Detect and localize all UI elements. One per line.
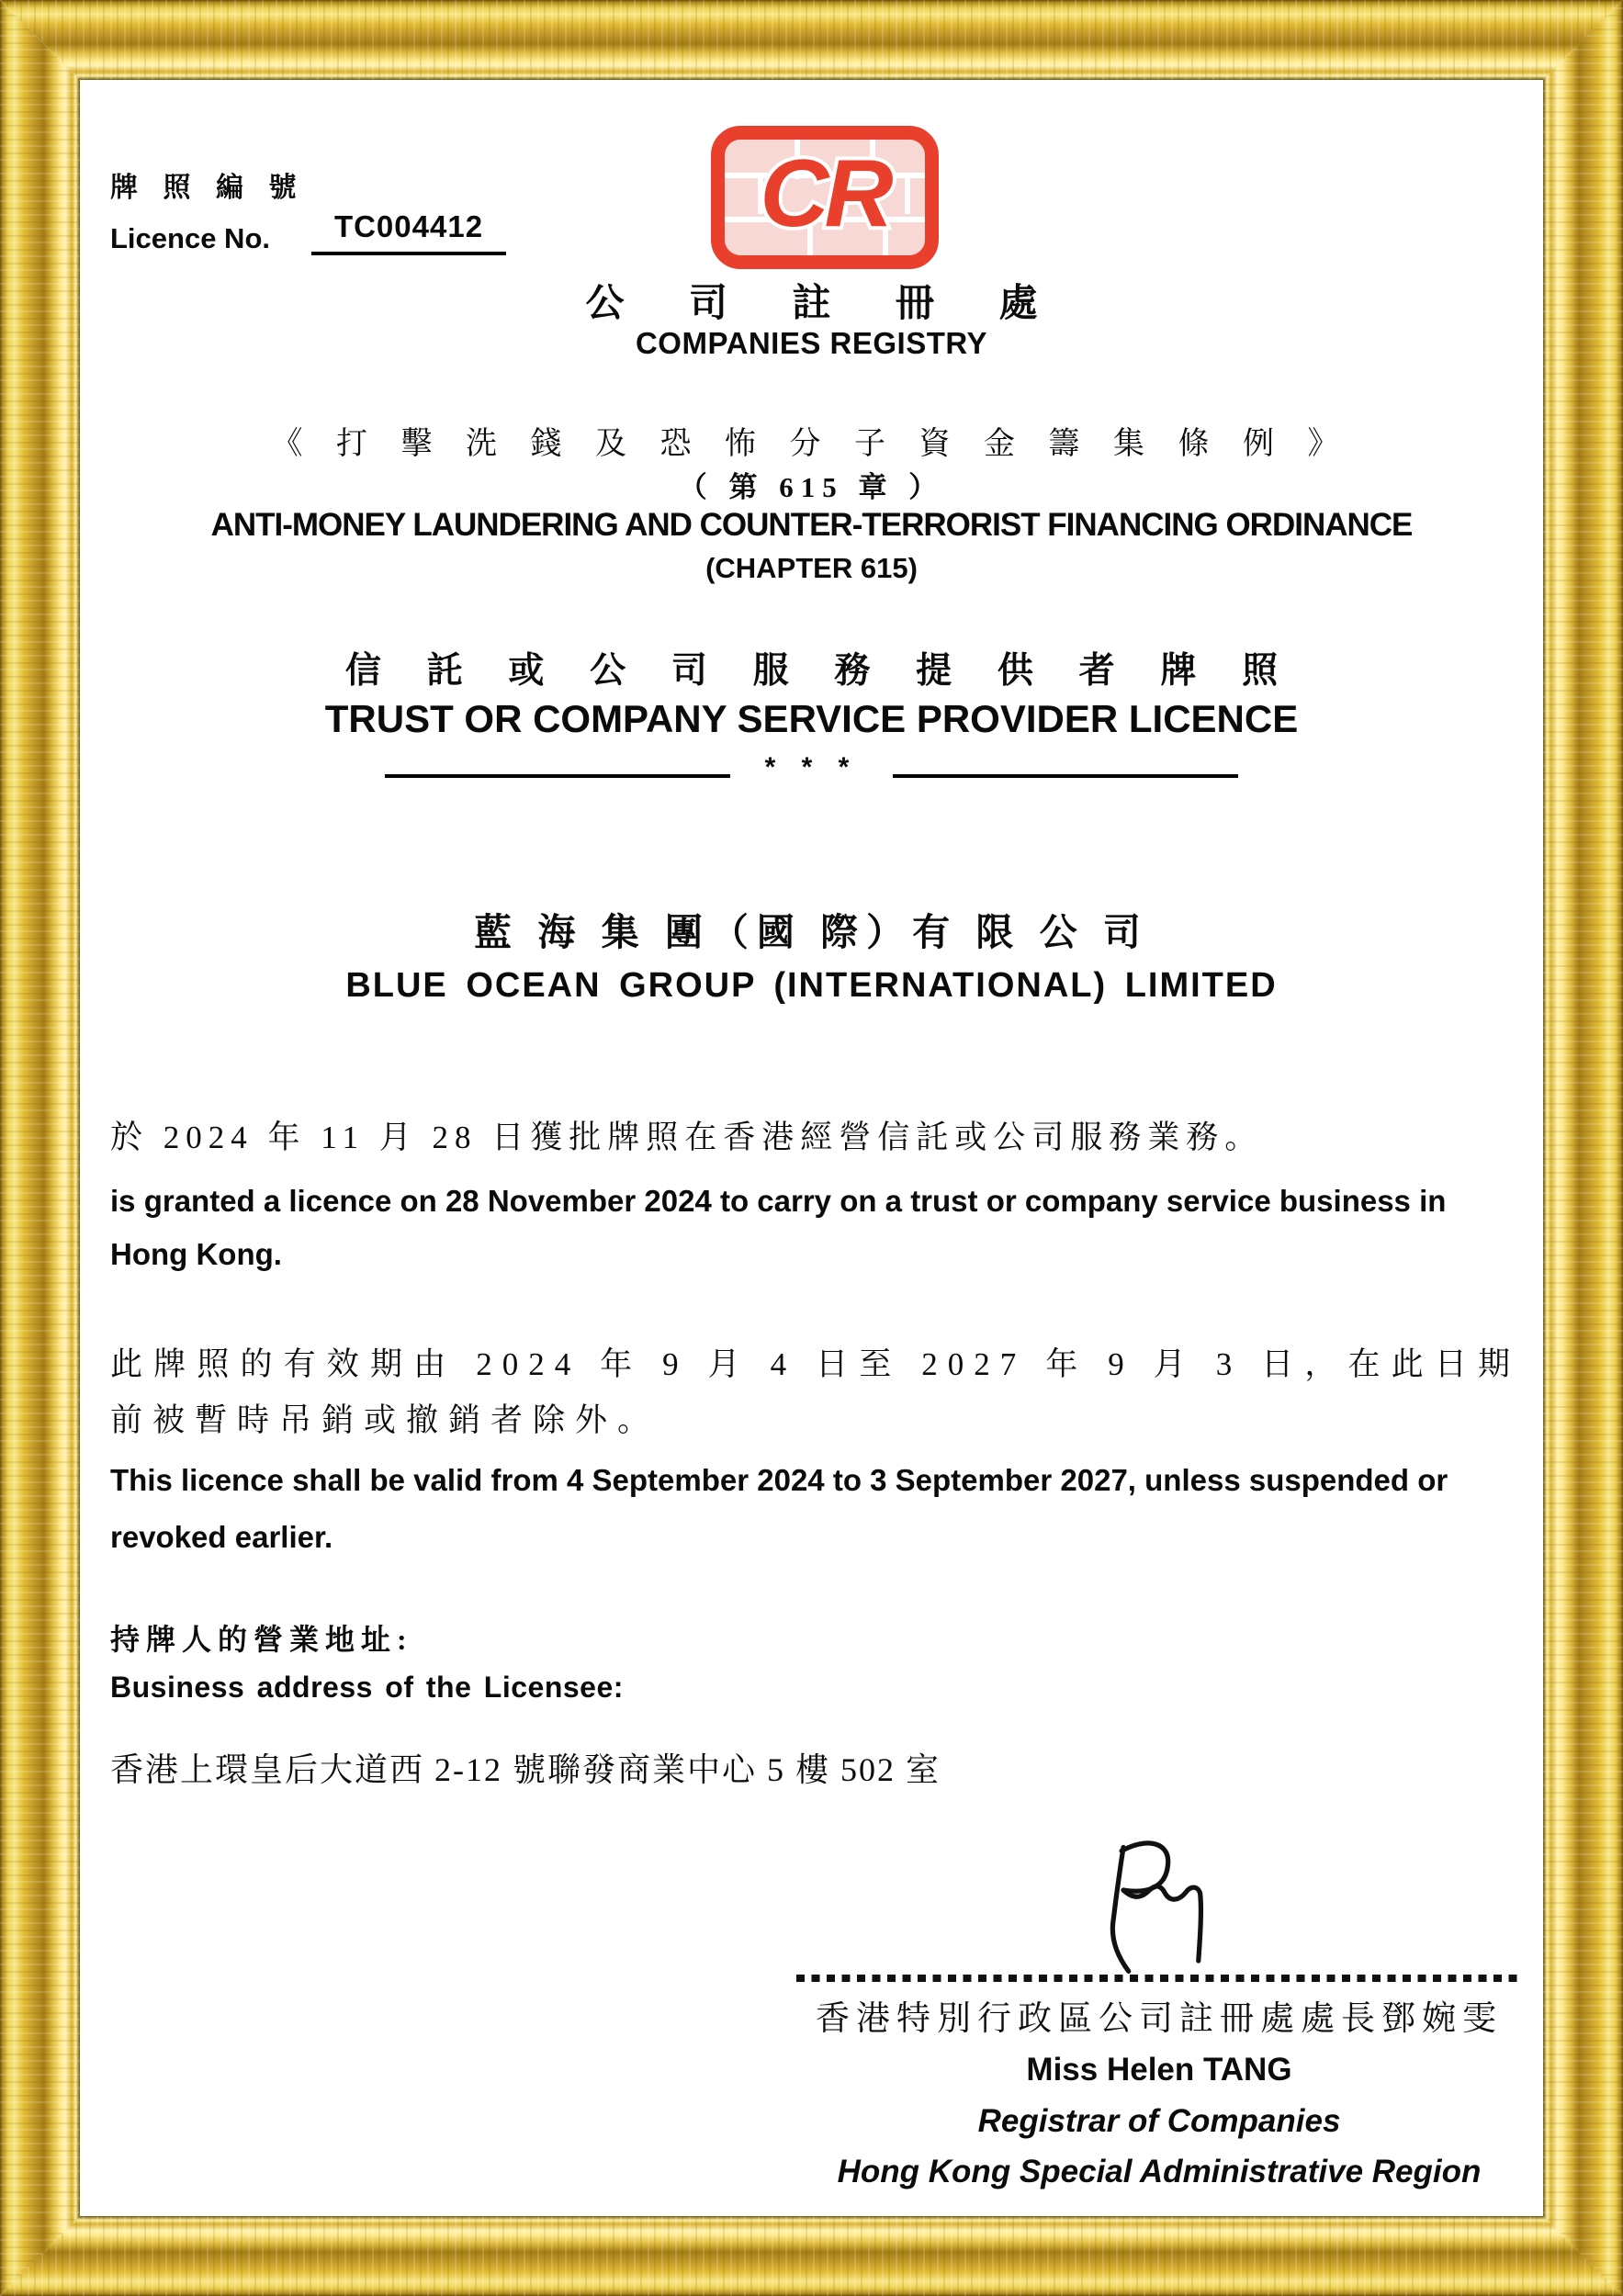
validity-text-en: This licence shall be valid from 4 September 2024 to 3 September 2027, unless suspended or revoked earlier. bbox=[110, 1463, 1448, 1554]
signatory-title-zh: 香港特別行政區公司註冊處處長鄧婉雯 bbox=[816, 2000, 1503, 2038]
address-label-en: Business address of the Licensee: bbox=[110, 1671, 624, 1704]
licence-number-value: TC004412 bbox=[311, 209, 506, 255]
divider-rule-left bbox=[385, 756, 730, 778]
grant-text-zh: 於 2024 年 11 月 28 日獲批牌照在香港經營信託或公司服務業務。 bbox=[110, 1120, 1264, 1155]
signature-dotted-line bbox=[796, 1975, 1522, 1982]
licence-no-label-zh: 牌 照 編 號 bbox=[110, 173, 306, 203]
signature-block bbox=[796, 1839, 1522, 2197]
licence-title-zh: 信 託 或 公 司 服 務 提 供 者 牌 照 bbox=[344, 651, 1297, 691]
divider-stars: * * * bbox=[764, 752, 859, 782]
ordinance-title-zh: 《 打 擊 洗 錢 及 恐 怖 分 子 資 金 籌 集 條 例 》 bbox=[271, 427, 1352, 461]
signatory-title-en: Registrar of Companies bbox=[977, 2103, 1341, 2139]
ordinance-title-en: ANTI-MONEY LAUNDERING AND COUNTER-TERRORIST FINANCING ORDINANCE bbox=[210, 507, 1413, 543]
validity-paragraph bbox=[110, 1336, 1520, 1566]
cr-logo-text: CR bbox=[760, 140, 889, 247]
signatory-region: Hong Kong Special Administrative Region bbox=[837, 2154, 1482, 2189]
licence-title-en: TRUST OR COMPANY SERVICE PROVIDER LICENCE bbox=[324, 697, 1299, 740]
frame-right-edge bbox=[1543, 0, 1623, 2296]
frame-bottom-edge bbox=[0, 2216, 1623, 2296]
companies-registry-logo bbox=[711, 126, 939, 269]
ordinance-chapter-zh: （ 第 615 章 ） bbox=[678, 471, 945, 503]
registry-name-zh: 公 司 註 冊 處 bbox=[585, 283, 1065, 325]
address-value: 香港上環皇后大道西 2-12 號聯發商業中心 5 樓 502 室 bbox=[110, 1751, 941, 1788]
address-label-zh: 持牌人的營業地址: bbox=[110, 1623, 413, 1656]
grant-paragraph bbox=[110, 1110, 1520, 1281]
divider-rule-right bbox=[893, 756, 1238, 778]
company-name-en: BLUE OCEAN GROUP (INTERNATIONAL) LIMITED bbox=[345, 966, 1278, 1005]
signatory-name: Miss Helen TANG bbox=[1026, 2052, 1292, 2088]
title-divider bbox=[80, 747, 1543, 782]
frame-left-edge bbox=[0, 0, 80, 2296]
licence-no-label-en: Licence No. bbox=[110, 222, 270, 254]
grant-text-en: is granted a licence on 28 November 2024 to carry on a trust or company service business in Hong Kong. bbox=[110, 1184, 1447, 1271]
registrar-signature bbox=[1063, 1839, 1256, 1978]
certificate-paper bbox=[80, 80, 1543, 2216]
validity-text-zh: 此牌照的有效期由 2024 年 9 月 4 日至 2027 年 9 月 3 日，在此日期前被暫時吊銷或撤銷者除外。 bbox=[110, 1346, 1520, 1438]
ordinance-chapter-en: (CHAPTER 615) bbox=[705, 552, 918, 584]
licence-number-block bbox=[110, 164, 506, 255]
address-block bbox=[110, 1615, 1520, 1791]
frame-top-edge bbox=[0, 0, 1623, 80]
company-name-zh: 藍 海 集 團（國 際）有 限 公 司 bbox=[474, 911, 1149, 953]
registry-name-en: COMPANIES REGISTRY bbox=[635, 326, 988, 360]
